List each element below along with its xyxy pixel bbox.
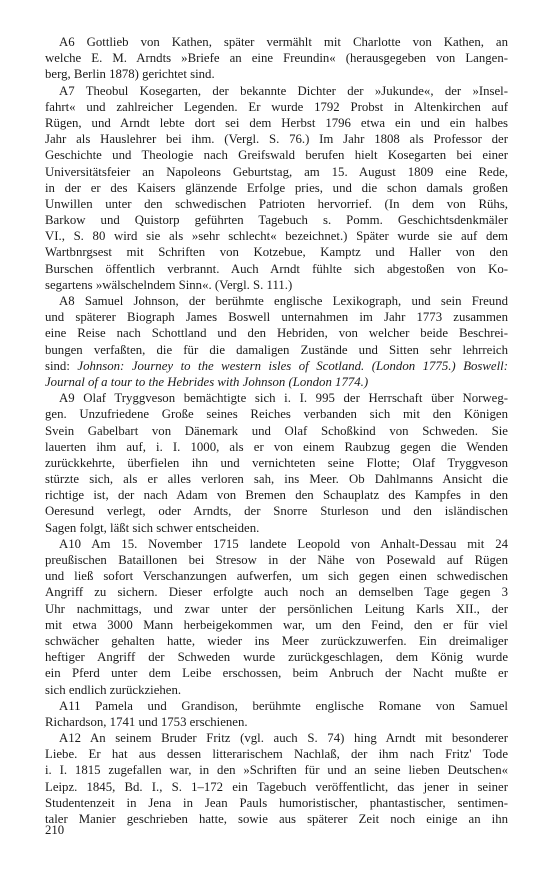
text-line: A7 Theobul Kosegarten, der bekannte Dichter der »Jukunde«, der »Insel- (59, 83, 508, 98)
text-line: gen. Unzufriedene Große seines Reiches verbanden sich mit den Königen (45, 407, 508, 422)
text-line: lauerten ihm auf, i. I. 1000, als er von einem Raubzug gegen die Wenden (45, 439, 508, 454)
text-line: taler Manier geschrieben hatte, sowie aus späterer Zeit noch einige an ihn (45, 812, 508, 826)
text-line: VI., S. 80 wird sie als »sehr schlecht« bezeichnet.) Später wurde sie auf dem (45, 229, 508, 244)
text-line: Oeresund verlegt, oder Arndts, der Snorre Sturleson und den isländischen (45, 504, 508, 519)
page-number: 210 (45, 823, 65, 837)
note-a8 (45, 293, 508, 390)
text-line: Geschichte und Theologie nach Greifswald berufen hielt Kosegarten bei einer (45, 148, 508, 163)
text-line: fahrt« und zahlreicher Legenden. Er wurde 1792 Probst in Altenkirchen auf (45, 99, 508, 114)
text-line: berg, Berlin 1878) gerichtet sind. (45, 67, 215, 82)
text-line: und ließ sofort Verschanzungen aufwerfen, um sich gegen einen schwedischen (45, 569, 508, 584)
note-a7 (45, 83, 508, 293)
text-line: in der er des Kaisers glänzende Erfolge pries, und die schon damals großen (45, 180, 508, 195)
text-line: Journal of a tour to the Hebrides with Johnson (London 1774.) (45, 374, 369, 389)
text-line: welche E. M. Arndts »Briefe an eine Freundin« (herausgegeben von Langen- (45, 51, 508, 66)
text-line: A10 Am 15. November 1715 landete Leopold von Anhalt-Dessau mit 24 (59, 536, 508, 551)
text-line: Wartbnrgsest mit Schriften von Kotzebue, Kamptz und Haller von den (45, 245, 508, 260)
text-line: bungen verfaßten, die für die damaligen Zustände und Sitten sehr lehrreich (45, 342, 508, 357)
text-line: Leipz. 1845, Bd. I., S. 1–172 ein Tagebuch veröffentlicht, das jener in seiner (45, 779, 508, 794)
text-line: A8 Samuel Johnson, der berühmte englische Lexikograph, und sein Freund (59, 294, 508, 308)
text-line: mit etwa 3000 Mann herbeigekommen war, um den Feind, den er für viel (45, 617, 508, 632)
text-line: Universitätsfeier an Napoleons Geburtstag, am 15. August 1809 eine Rede, (45, 164, 508, 179)
text-line: Svein Gabelbart von Dänemark und Olaf Schoßkind von Schweden. Sie (45, 423, 508, 438)
text-line: und späterer Biograph James Boswell unternahmen im Jahr 1773 zusammen (45, 310, 508, 325)
note-a11 (45, 698, 508, 730)
note-a12 (45, 730, 508, 827)
text-line: A12 An seinem Bruder Fritz (vgl. auch S. 74) hing Arndt mit besonderer (59, 731, 508, 746)
text-line: sind: Johnson: Journey to the western isles of Scotland. (London 1775.) Boswell: (45, 358, 508, 373)
text-line: Angriff zu sichern. Dieser erfolgte auch noch an demselben Tage gegen 3 (45, 585, 508, 600)
text-line: segartens »wälschelndem Sinn«. (Vergl. S. 111.) (45, 277, 293, 292)
text-line: Richardson, 1741 und 1753 erschienen. (45, 714, 248, 729)
text-line: Barkow und Quistorp geführten Tagebuch s. Pomm. Geschichtsdenkmäler (45, 213, 508, 228)
note-a10 (45, 536, 508, 698)
text-line: Jahr als Hauslehrer bei ihm. (Vergl. S. 76.) Im Jahr 1808 als Professor der (45, 132, 508, 147)
notes-text-block (45, 34, 508, 827)
text-line: sich endlich zurückziehen. (45, 682, 182, 697)
text-line: Rügen, und Arndt lebte dort sei dem Herbst 1796 etwa ein und ein halbes (45, 115, 508, 130)
text-line: ein Pferd unter dem Leibe erschossen, beim Anbruch der Nacht mußte er (45, 666, 508, 681)
text-line: Unwillen unter den schwedischen Patrioten hervorrief. (In dem von Rühs, (45, 196, 508, 211)
text-line: eine Reise nach Schottland und den Hebriden, von welcher beide Beschrei- (45, 326, 508, 341)
text-line: Burschen öffentlich verbrannt. Auch Arndt fühlte sich abgestoßen von Ko- (45, 261, 508, 276)
text-line: A6 Gottlieb von Kathen, später vermählt mit Charlotte von Kathen, an (59, 35, 508, 49)
text-line: heftiger Angriff der Schweden wurde zurückgeschlagen, dem König wurde (45, 650, 508, 665)
text-line: Liebe. Er hat aus dessen litterarischem Nachlaß, der ihm nach Fritz' Tode (45, 747, 508, 762)
text-line: richtige ist, der nach Adam von Bremen den Schauplatz des Kampfes in den (45, 488, 508, 503)
text-line: preußischen Bataillonen bei Stresow in der Nähe von Posewald auf Rügen (45, 553, 508, 567)
text-line: Studentenzeit in Jena in Jean Pauls humoristischer, phantastischer, sentimen- (45, 795, 508, 810)
text-line: i. I. 1815 zugefallen war, in den »Schriften für und an seine lieben Deutschen« (45, 763, 508, 778)
text-line: A9 Olaf Tryggveson bemächtigte sich i. I. 995 der Herrschaft über Norweg- (59, 391, 508, 406)
note-a9 (45, 390, 508, 536)
text-line: stürzte sich, als er alles verloren sah, ins Meer. Ob Dahlmanns Ansicht die (45, 472, 508, 487)
text-line: Sagen folgt, läßt sich schwer entscheiden. (45, 520, 260, 535)
text-line: Uhr nachmittags, und zwar unter der persönlichen Leitung Karls XII., der (45, 601, 508, 616)
text-line: zurückkehrte, überfielen ihn und vernichteten seine Flotte; Olaf Tryggveson (45, 455, 508, 470)
note-a6 (45, 34, 508, 83)
text-line: A11 Pamela und Grandison, berühmte englische Romane von Samuel (59, 698, 508, 713)
text-line: schwächer gehalten hatte, wieder ins Meer zurückzuwerfen. Ein dreimaliger (45, 633, 508, 648)
